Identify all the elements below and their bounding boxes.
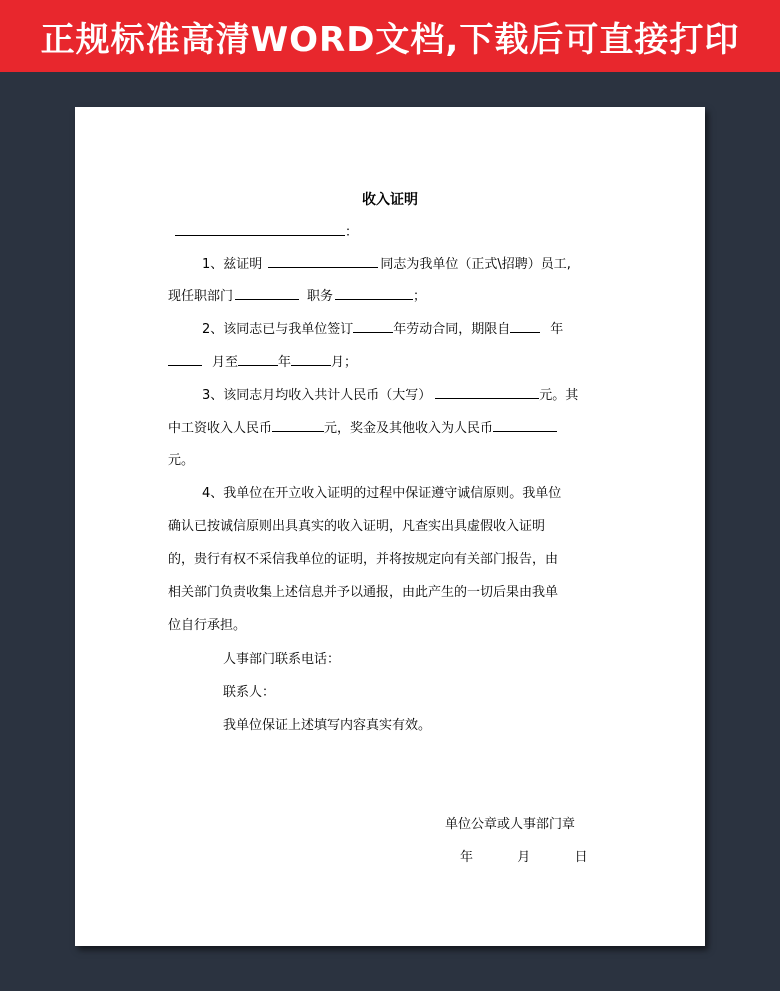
date-year: 年 xyxy=(460,850,474,865)
para4-line3: 的，贵行有权不采信我单位的证明，并将按规定向有关部门报告，由 xyxy=(168,552,559,567)
salary-blank[interactable] xyxy=(272,419,324,432)
guarantee-text: 我单位保证上述填写内容真实有效。 xyxy=(223,718,432,733)
p2-text-a: 2、该同志已与我单位签订 xyxy=(202,322,354,337)
addressee-colon: ： xyxy=(345,225,359,240)
contract-years-blank[interactable] xyxy=(353,320,393,333)
addressee-line xyxy=(175,223,358,242)
bonus-blank[interactable] xyxy=(493,419,557,432)
p3-text-b: 元。其 xyxy=(539,388,579,403)
document-title: 收入证明 xyxy=(362,192,418,208)
para2-line2 xyxy=(168,353,357,372)
income-words-blank[interactable] xyxy=(435,386,539,399)
p3-text-e: 元。 xyxy=(168,453,195,468)
position-blank[interactable] xyxy=(335,287,413,300)
p2-text-c: 年 xyxy=(550,322,564,337)
p1-text-d: 职务 xyxy=(307,289,334,304)
p1-text-c: 现任职部门 xyxy=(168,289,234,304)
seal-label: 单位公章或人事部门章 xyxy=(445,817,576,832)
end-year-blank[interactable] xyxy=(238,353,278,366)
p2-text-f: 月； xyxy=(331,355,358,370)
date-day: 日 xyxy=(574,850,588,865)
p3-text-c: 中工资收入人民币 xyxy=(168,421,273,436)
p3-text-a: 3、该同志月均收入共计人民币（大写） xyxy=(202,388,432,403)
date-month: 月 xyxy=(517,850,531,865)
para4-line4: 相关部门负责收集上述信息并予以通报，由此产生的一切后果由我单 xyxy=(168,585,559,600)
para4-line5: 位自行承担。 xyxy=(168,618,247,633)
banner: 正规标准高清WORD文档,下载后可直接打印 xyxy=(0,0,780,72)
p1-text-b: 同志为我单位（正式\招聘）员工, xyxy=(380,257,571,272)
p1-text-a: 1、兹证明 xyxy=(202,257,263,272)
hr-phone-label: 人事部门联系电话： xyxy=(223,652,341,667)
para1-line1 xyxy=(202,255,571,274)
p2-text-b: 年劳动合同，期限自 xyxy=(393,322,511,337)
para3-line3 xyxy=(168,452,194,470)
para4-line1: 4、我单位在开立收入证明的过程中保证遵守诚信原则。我单位 xyxy=(202,486,562,501)
name-blank[interactable] xyxy=(268,255,378,268)
document-page xyxy=(75,107,705,946)
para3-line1 xyxy=(202,386,578,405)
para1-line2 xyxy=(168,287,426,306)
end-month-blank[interactable] xyxy=(291,353,331,366)
start-year-blank[interactable] xyxy=(510,320,540,333)
para4-line2: 确认已按诚信原则出具真实的收入证明，凡查实出具虚假收入证明 xyxy=(168,519,546,534)
p2-text-d: 月至 xyxy=(212,355,239,370)
p1-text-e: ； xyxy=(413,289,427,304)
contact-label: 联系人： xyxy=(223,685,276,700)
para2-line1 xyxy=(202,320,563,339)
p3-text-d: 元，奖金及其他收入为人民币 xyxy=(324,421,494,436)
p2-text-e: 年 xyxy=(278,355,292,370)
addressee-blank[interactable] xyxy=(175,223,345,236)
department-blank[interactable] xyxy=(235,287,299,300)
date-line xyxy=(460,849,588,867)
para3-line2 xyxy=(168,419,557,438)
start-month-blank[interactable] xyxy=(168,353,202,366)
